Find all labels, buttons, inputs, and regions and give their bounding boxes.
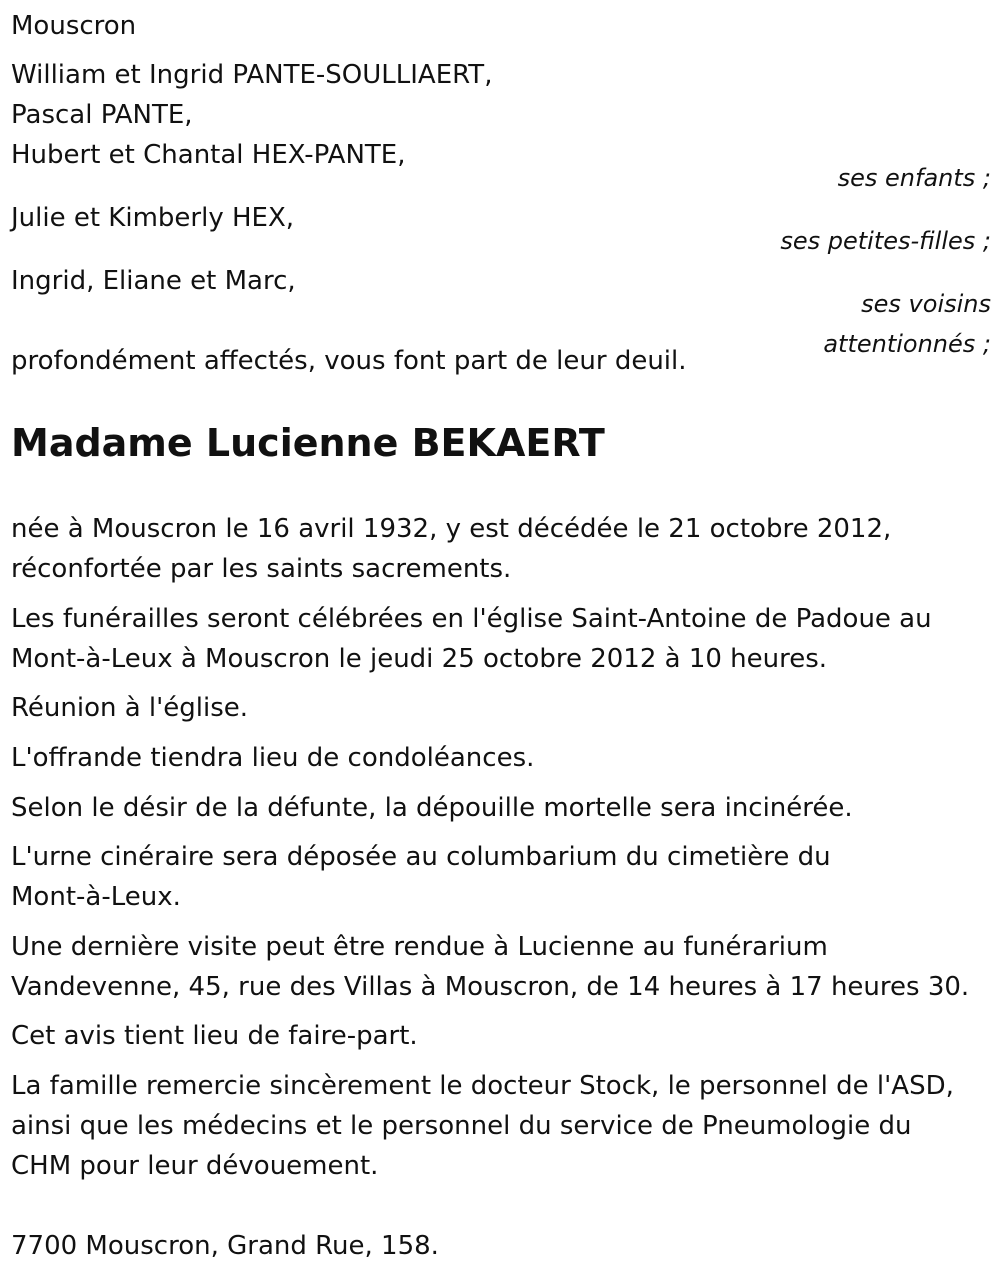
visit-line-2: Vandevenne, 45, rue des Villas à Mouscron, de 14 heures à 17 heures 30. — [11, 972, 970, 1002]
family-closing-line: profondément affectés, vous font part de leur deuil. — [11, 346, 687, 376]
funeral-line-1: Les funérailles seront célébrées en l'église Saint-Antoine de Padoue au — [11, 604, 932, 634]
thanks-line-2: ainsi que les médecins et le personnel du service de Pneumologie du — [11, 1111, 912, 1141]
granddaughters-line: Julie et Kimberly HEX, — [11, 203, 295, 233]
city-heading: Mouscron — [11, 11, 137, 41]
address-line: 7700 Mouscron, Grand Rue, 158. — [11, 1231, 439, 1261]
birth-death-line-2: réconfortée par les saints sacrements. — [11, 554, 512, 584]
urn-line-1: L'urne cinéraire sera déposée au columbarium du cimetière du — [11, 842, 831, 872]
child-line-3: Hubert et Chantal HEX-PANTE, — [11, 140, 406, 170]
birth-death-line-1: née à Mouscron le 16 avril 1932, y est décédée le 21 octobre 2012, — [11, 514, 892, 544]
offering-line: L'offrande tiendra lieu de condoléances. — [11, 743, 535, 773]
neighbours-role-line-2: attentionnés ; — [823, 330, 991, 358]
urn-line-2: Mont-à-Leux. — [11, 882, 181, 912]
child-line-2: Pascal PANTE, — [11, 100, 193, 130]
neighbours-line: Ingrid, Eliane et Marc, — [11, 266, 296, 296]
children-role: ses enfants ; — [837, 164, 991, 192]
thanks-line-3: CHM pour leur dévouement. — [11, 1151, 379, 1181]
visit-line-1: Une dernière visite peut être rendue à Lucienne au funérarium — [11, 932, 828, 962]
neighbours-role-line-1: ses voisins — [861, 290, 991, 318]
thanks-line-1: La famille remercie sincèrement le docteur Stock, le personnel de l'ASD, — [11, 1071, 954, 1101]
granddaughters-role: ses petites-filles ; — [780, 227, 991, 255]
funeral-line-2: Mont-à-Leux à Mouscron le jeudi 25 octobre 2012 à 10 heures. — [11, 644, 828, 674]
child-line-1: William et Ingrid PANTE-SOULLIAERT, — [11, 60, 493, 90]
meeting-line: Réunion à l'église. — [11, 693, 249, 723]
cremation-line: Selon le désir de la défunte, la dépouille mortelle sera incinérée. — [11, 793, 853, 823]
deceased-name: Madame Lucienne BEKAERT — [11, 421, 605, 465]
notice-line: Cet avis tient lieu de faire-part. — [11, 1021, 418, 1051]
